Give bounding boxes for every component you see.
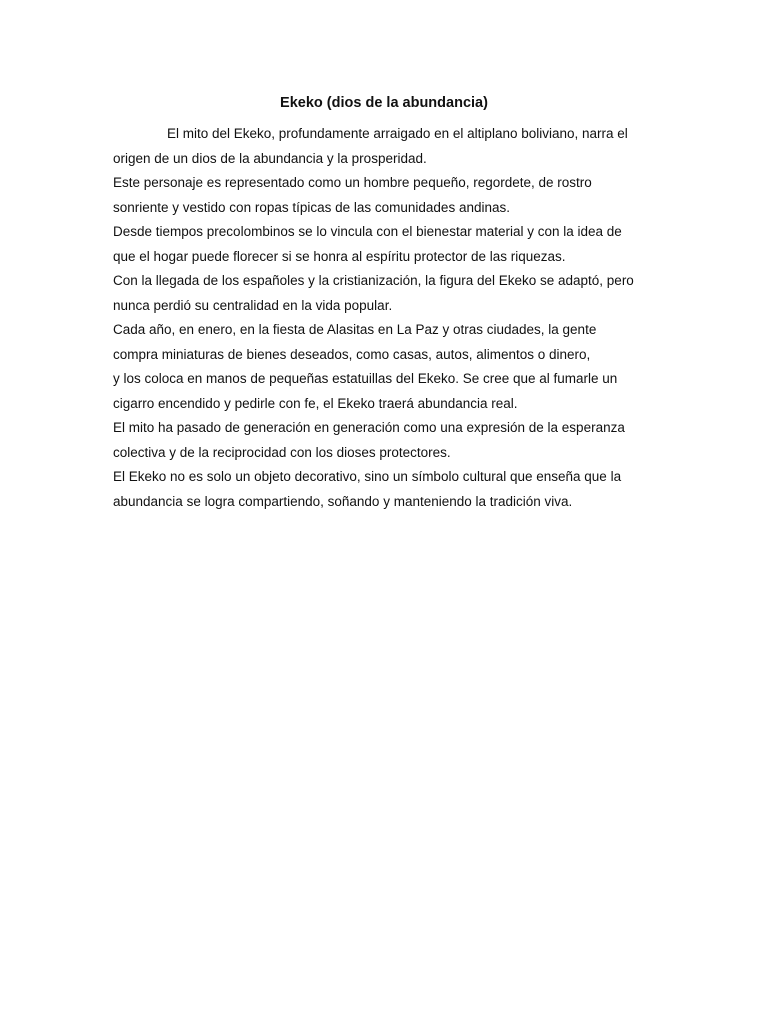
text-line: El Ekeko no es solo un objeto decorativo, sino un símbolo cultural que enseña que la — [113, 469, 622, 484]
text-line: colectiva y de la reciprocidad con los dioses protectores. — [113, 444, 451, 460]
text-line: Cada año, en enero, en la fiesta de Alasitas en La Paz y otras ciudades, la gente — [113, 322, 597, 337]
text-line: origen de un dios de la abundancia y la prosperidad. — [113, 150, 427, 166]
text-line: y los coloca en manos de pequeñas estatuillas del Ekeko. Se cree que al fumarle un — [113, 371, 618, 386]
text-line: Este personaje es representado como un hombre pequeño, regordete, de rostro — [113, 175, 592, 190]
text-line: Desde tiempos precolombinos se lo vincula con el bienestar material y con la idea de — [113, 224, 622, 239]
text-line: nunca perdió su centralidad en la vida popular. — [113, 297, 393, 313]
document-title: Ekeko (dios de la abundancia) — [280, 95, 488, 111]
document-body — [113, 122, 673, 514]
text-line: sonriente y vestido con ropas típicas de las comunidades andinas. — [113, 199, 510, 215]
text-line: Con la llegada de los españoles y la cristianización, la figura del Ekeko se adaptó, pero — [113, 273, 634, 288]
text-line: cigarro encendido y pedirle con fe, el Ekeko traerá abundancia real. — [113, 395, 518, 411]
text-line: que el hogar puede florecer si se honra al espíritu protector de las riquezas. — [113, 248, 566, 264]
text-line: compra miniaturas de bienes deseados, como casas, autos, alimentos o dinero, — [113, 346, 591, 362]
text-line: El mito del Ekeko, profundamente arraigado en el altiplano boliviano, narra el — [167, 126, 628, 141]
text-line: El mito ha pasado de generación en generación como una expresión de la esperanza — [113, 420, 625, 435]
text-line: abundancia se logra compartiendo, soñando y manteniendo la tradición viva. — [113, 493, 573, 509]
